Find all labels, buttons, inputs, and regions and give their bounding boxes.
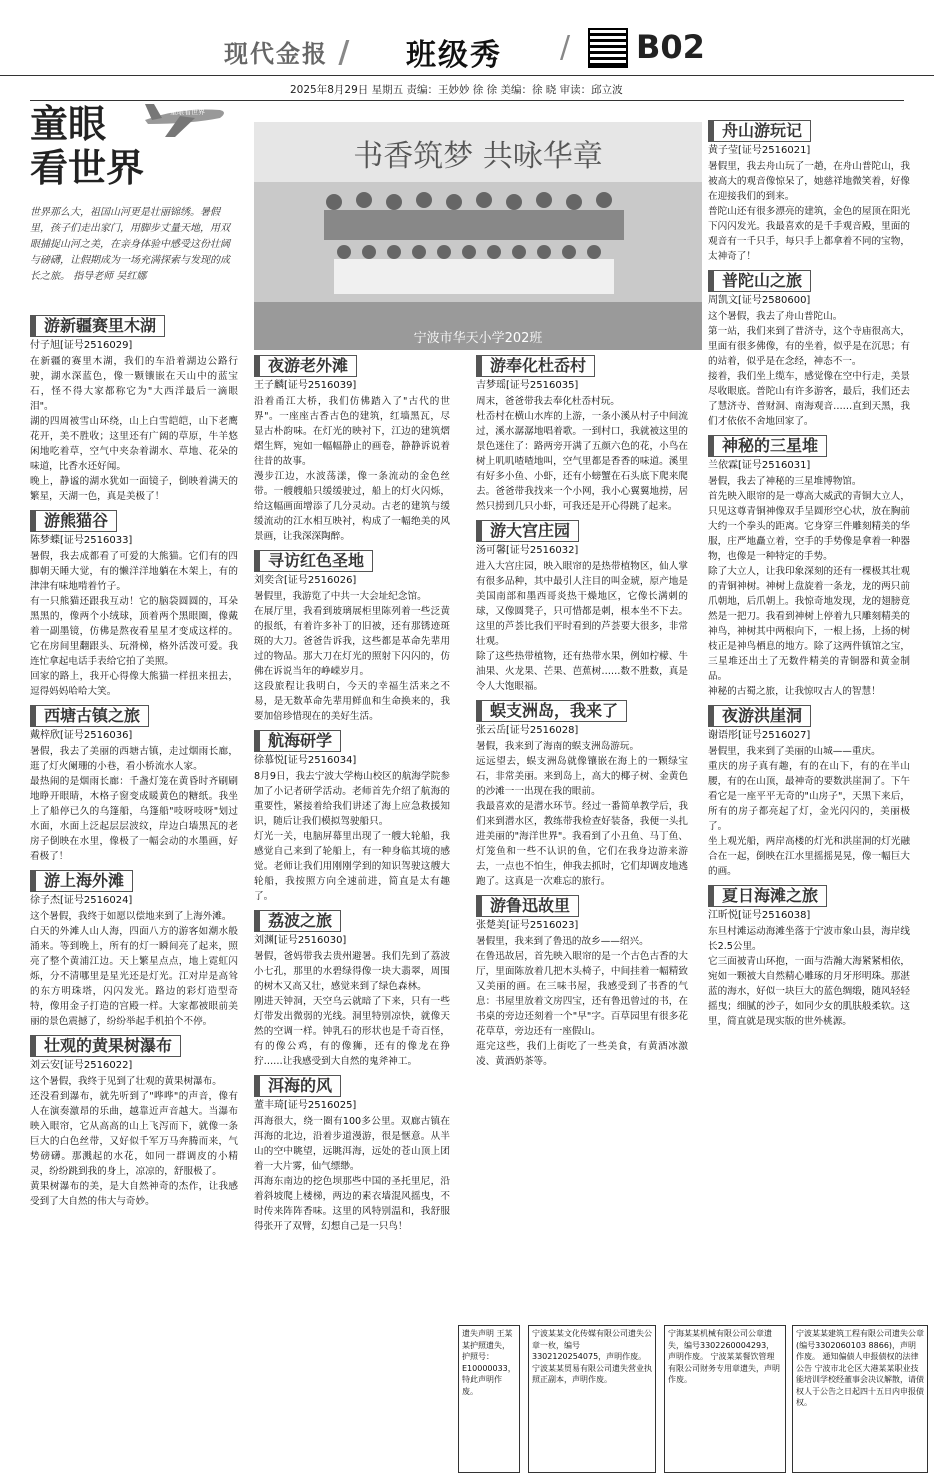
article-title: 西塘古镇之旅 <box>30 705 149 727</box>
article-byline: 刘云安[证号2516022] <box>30 1060 133 1071</box>
masthead-slash: / <box>560 30 571 65</box>
dateline: 2025年8月29日 星期五 责编：王妙妙 徐 徐 美编：徐 晓 审读：邱立波 <box>290 84 623 96</box>
article-byline: 张云岳[证号2516028] <box>476 725 579 736</box>
page-number: B02 <box>636 28 705 66</box>
article-byline: 黄子莹[证号2516021] <box>708 145 811 156</box>
article-title: 游大宫庄园 <box>476 520 579 542</box>
article-title: 夏日海滩之旅 <box>708 885 827 907</box>
article-title: 游奉化杜岙村 <box>476 355 595 377</box>
column-3 <box>476 355 688 1315</box>
article-byline: 兰依霖[证号2516031] <box>708 460 811 471</box>
article-body: 暑假，爸妈带我去贵州避暑。我们先到了荔波小七孔，那里的水碧绿得像一块大翡翠，周围的树木又高又壮，感觉来到了绿色森林。 刚进天钟洞，天空乌云就暗了下来，只有一些灯带发出微弱的光线。洞里特别凉快，就像天然的空调一样。钟乳石的形状也是千奇百怪，有的像公鸡，有的像狮，还有的像龙在狰狞……让我感受到大自然的鬼斧神工。 <box>254 951 450 1067</box>
article <box>476 355 688 514</box>
photo-banner: 书香筑梦 共咏华章 <box>353 139 603 174</box>
corner-title: 童眼 看世界 <box>30 101 145 190</box>
article-body: 这个暑假，我去了舟山普陀山。 第一站，我们来到了普济寺，这个寺庙很高大，里面有很多佛像，有的坐着，似乎是在沉思；有的站着，似乎是在念经，神态不一。 接着，我们坐上缆车，感觉像在空中行走，美景尽收眼底。普陀山有许多游客，最后，我们还去了慧济寺、普财洞、南海观音……直到天黑，我们才依依不舍地回家了。 <box>708 311 910 427</box>
article-title: 蜈支洲岛，我来了 <box>476 700 627 722</box>
article <box>30 870 238 1029</box>
section-title: 班级秀 <box>406 38 502 73</box>
article-body: 暑假，我来到了海南的蜈支洲岛游玩。 远远望去，蜈支洲岛就像镶嵌在海上的一颗绿宝石，非常美丽。来到岛上，高大的椰子树、金黄色的沙滩一一出现在我的眼前。 我最喜欢的是潜水环节。经过一番简单教学后，我们来到潜水区，教练带我检查好装备，我便一头扎进美丽的"海洋世界"。我看到了小丑鱼、马丁鱼、灯笼鱼和一些不认识的鱼，它们在我身边游来游去，一点也不怕生，伸我去抓时，它们却调皮地逃跑了。这真是一次难忘的旅行。 <box>476 741 688 887</box>
intro-text: 世界那么大，祖国山河更是壮丽锦绣。暑假里，孩子们走出家门，用脚步丈量天地，用双眼捕捉山河之美，在亲身体验中感受这份壮阔与磅礴，让假期成为一场充满探索与发现的成长之旅。 指导老师 吴红娜 <box>30 207 230 282</box>
article <box>708 885 910 1029</box>
article-byline: 戴梓欣[证号2516036] <box>30 730 133 741</box>
class-photo <box>254 122 702 350</box>
article <box>30 315 238 504</box>
article-title: 荔波之旅 <box>254 910 341 932</box>
article-title: 游熊猫谷 <box>30 510 117 532</box>
article <box>254 550 450 724</box>
article-body: 东旦村滩运动海滩坐落于宁波市象山县，海岸线长2.5公里。 它三面被青山环抱，一面与浩瀚大海紧紧相依，宛如一颗被大自然精心雕琢的月牙形明珠。那湛蓝的海水，好似一块巨大的蓝色绸缎，随风轻轻摇曳；细腻的沙子，如同少女的肌肤般柔软。这里，简直就是现实版的世外桃源。 <box>708 926 910 1027</box>
article-body: 暑假里，我来到了美丽的山城——重庆。 重庆的房子真有趣，有的在山下，有的在半山腰，有的在山顶，最神奇的要数洪崖洞了。下午看它是一座平平无奇的"山房子"，天黑下来后，所有的房子都亮起了灯，金光闪闪的，美丽极了。 坐上观光船，两岸高楼的灯光和洪崖洞的灯光融合在一起，倒映在江水里摇摇晃晃，像一幅巨大的画。 <box>708 746 910 877</box>
article-byline: 徐子杰[证号2516024] <box>30 895 133 906</box>
article-byline: 吉梦瑶[证号2516035] <box>476 380 579 391</box>
article-body: 暑假，我去成都看了可爱的大熊猫。它们有的四脚朝天睡大觉，有的懒洋洋地躺在木架上，有的津津有味地啃着竹子。 有一只熊猫还跟我互动！它的脑袋圆圆的，耳朵黑黑的，像两个小绒球，顶着两个黑眼圈，像戴着一副墨镜，仿佛是熬夜看星星才变成这样的。它在房间里翻跟头、玩滑梯，格外活泼可爱。我连忙拿起电话手表给它拍了美照。 回家的路上，我开心得像大熊猫一样扭来扭去，逗得妈妈哈哈大笑。 <box>30 551 238 697</box>
article-byline: 徐慕悦[证号2516034] <box>254 755 357 766</box>
ad-box: 宁波某某文化传媒有限公司遗失公章一枚，编号3302120254075，声明作废。 宁波某某贸易有限公司遗失营业执照正副本，声明作废。 <box>528 1325 656 1473</box>
article-byline: 江昕悦[证号2516038] <box>708 910 811 921</box>
plane-text: 童眼看世界 <box>170 108 205 116</box>
article-title: 游上海外滩 <box>30 870 133 892</box>
teacher-credit: 指导老师 吴红娜 <box>73 271 147 282</box>
article-body: 暑假里，我来到了鲁迅的故乡——绍兴。 在鲁迅故居，首先映入眼帘的是一个古色古香的大厅，里面陈放着几把木头椅子，中间挂着一幅精致又美丽的画。在三味书屋，我感受到了书香的气息：书屋里放着文房四宝，还有鲁迅曾过的书，在书桌的旁边还刻着一个"早"字。百草园里有很多花花草草，旁边还有一座假山。 逛完这些，我们上街吃了一些美食，有黄酒冰激凌、黄酒奶茶等。 <box>476 936 688 1067</box>
article-byline: 谢语彤[证号2516027] <box>708 730 811 741</box>
article-body: 这个暑假，我终于如愿以偿地来到了上海外滩。 白天的外滩人山人海，四面八方的游客如潮水般涌来。等到晚上，所有的灯一瞬间亮了起来，照亮了整个黄浦江边。天上繁星点点，地上霓虹闪烁，分不清哪里是星光还是灯光。江对岸是高耸的东方明珠塔，闪闪发光。路边的彩灯造型奇特，像用金子打造的宫殿一样。大家都被眼前美丽的景色震撼了，纷纷举起手机拍个不停。 <box>30 911 238 1027</box>
photo-image <box>254 122 702 350</box>
photo-caption: 宁波市华天小学202班 <box>413 331 543 346</box>
qr-code-icon <box>588 28 628 68</box>
article-body: 洱海很大，绕一圈有100多公里。双廊古镇在洱海的北边，沿着步道漫游，很是惬意。从半山的空中眺望，远眺洱海，远处的苍山顶上团着一大片雾，仙气缥缈。 洱海东南边的挖色坝那些中国的圣托里尼，沿着斜坡爬上楼梯，两边的素衣墙混风摇曳，不时传来阵阵香味。这里的风特别温和，我舒服得张开了双臂，幻想自己是一只鸟！ <box>254 1116 450 1232</box>
article-body: 周末，爸爸带我去奉化杜岙村玩。 杜岙村在横山水库的上游，一条小溪从村子中间流过，溪水潺潺地唱着歌。一到村口，我就被这里的景色迷住了：路两旁开满了五颜六色的花，小鸟在树上叽叽喳喳地叫，空气里都是香香的味道。溪里有好多小鱼、小虾，还有小螃蟹在石头底下爬来爬去。爸爸带我找来一个小网，我小心翼翼地捞，居然只捞到几只小虾，可我还是开心得跳了起来。 <box>476 396 688 512</box>
column-1 <box>30 315 238 1475</box>
article <box>254 355 450 544</box>
article-body: 暑假，我去了美丽的西塘古镇，走过烟雨长廊，逛了灯火阑珊的小巷，看小桥流水人家。 最热闹的是烟雨长廊：千盏灯笼在黄昏时齐刷刷地睁开眼睛，木格子窗变成暖黄色的糖纸。我坐上了船停已久的乌篷船，乌篷船"吱呀吱呀"划过水面，水面上泛起层层波纹，岸边白墙黑瓦的老房子倒映在水里，像极了一幅会动的水墨画，好看极了！ <box>30 746 238 862</box>
article-body: 这个暑假，我终于见到了壮观的黄果树瀑布。 还没看到瀑布，就先听到了"哗哗"的声音，像有人在演奏激昂的乐曲，越靠近声音越大。当瀑布映入眼帘，它从高高的山上飞泻而下，就像一条巨大的白色丝带，又好似千军万马奔腾而来，气势磅礴。那溅起的水花，如同一群调皮的小精灵，纷纷跳到我的身上，凉凉的，舒服极了。 黄果树瀑布的美，是大自然神奇的杰作，让我感受到了大自然的伟大与奇妙。 <box>30 1076 238 1207</box>
ad-box: 遗失声明 王某某护照遗失，护照号：E10000033，特此声明作废。 <box>458 1325 520 1473</box>
article-title: 舟山游玩记 <box>708 120 811 142</box>
article-byline: 张楚美[证号2516023] <box>476 920 579 931</box>
article-body: 沿着甬江大桥，我们仿佛踏入了"古代的世界"。一座座古香古色的建筑，红墙黑瓦，尽显古朴韵味。在灯光的映衬下，江边的建筑熠熠生辉，宛如一幅幅静止的画卷，静静诉说着往昔的故事。 漫步江边，水波荡漾，像一条流动的金色丝带。一艘艘船只缓缓驶过，船上的灯火闪烁，给这幅画面增添了几分灵动。古老的建筑与缓缓流动的江水相互映衬，构成了一幅绝美的风景画，让我深深陶醉。 <box>254 396 450 542</box>
article-byline: 周凯文[证号2580600] <box>708 295 811 306</box>
article-title: 壮观的黄果树瀑布 <box>30 1035 181 1057</box>
article <box>708 120 910 264</box>
ad-box: 宁海某某机械有限公司公章遗失，编号3302260004293，声明作废。 宁波某某餐饮管理有限公司财务专用章遗失，声明作废。 <box>664 1325 786 1473</box>
article <box>708 270 910 429</box>
article-body: 暑假里，我去舟山玩了一趟，在舟山普陀山，我被高大的观音像惊呆了，她慈祥地微笑着，好像在迎接我们的到来。 普陀山还有很多漂亮的建筑，金色的屋顶在阳光下闪闪发光。我最喜欢的是千手观音殿，里面的观音有一千只手，每只手上都拿着不同的宝物，太神奇了！ <box>708 161 910 262</box>
article-body: 暑假里，我游览了中共一大会址纪念馆。 在展厅里，我看到玻璃展柜里陈列着一些泛黄的报纸，有着许多补丁的旧被，还有那锈迹斑斑的大刀。爸爸告诉我，这些都是革命先辈用过的物品。那大刀在灯光的照射下闪闪的，仿佛在诉说当年的峥嵘岁月。 这段旅程让我明白，今天的幸福生活来之不易，是无数革命先辈用鲜血和生命换来的，我要加倍珍惜现在的美好生活。 <box>254 591 450 722</box>
article-title: 夜游洪崖洞 <box>708 705 811 727</box>
article-title: 游新疆赛里木湖 <box>30 315 165 337</box>
article <box>476 520 688 694</box>
article-byline: 汤可馨[证号2516032] <box>476 545 579 556</box>
article <box>476 700 688 889</box>
article <box>30 1035 238 1209</box>
article <box>30 510 238 699</box>
paper-name: 现代金报 / <box>224 35 352 70</box>
article-title: 航海研学 <box>254 730 341 752</box>
airplane-icon <box>140 92 230 142</box>
article-byline: 刘奕含[证号2516026] <box>254 575 357 586</box>
article-title: 游鲁迅故里 <box>476 895 579 917</box>
article <box>254 1075 450 1234</box>
article-title: 寻访红色圣地 <box>254 550 373 572</box>
column-2 <box>254 355 450 1475</box>
header-rule <box>0 75 934 76</box>
article-body: 在新疆的赛里木湖，我们的车沿着湖边公路行驶，湖水深蓝色，像一颗镶嵌在天山中的蓝宝石，怪不得大家都称它为"大西洋最后一滴眼泪"。 湖的四周被雪山环绕，山上白雪皑皑，山下老鹰花开，美不胜收；这里还有广阔的草原，牛羊悠闲地吃着草，空气中夹杂着湖水、草地、花朵的味道，比香水还好闻。 晚上，静谧的湖水犹如一面镜子，倒映着满天的繁星，天湖一色，真是美极了！ <box>30 356 238 502</box>
ads-section <box>458 1325 928 1475</box>
article-body: 暑假，我去了神秘的三星堆博物馆。 首先映入眼帘的是一尊高大威武的青铜大立人，只见这尊青铜神像双手呈圆形空心状，放在胸前大约一个拳头的距离。它身穿三件雕刻精美的华服，庄严地矗立着，空手的手势像是拿着一种器物，也像是一种特定的手势。 除了大立人，让我印象深刻的还有一棵极其壮观的青铜神树。神树上盘旋着一条龙，龙的两只前爪朝地，后爪朝上。我惊奇地发现，龙的翅膀竟然是一把刀。我看到神树上停着九只雕刻精美的神鸟，神树其中两根向下，一根上扬，上扬的树枝正是神鸟栖息的地方。除了这两件镇馆之宝，三星堆还出土了无数件精美的青铜器和黄金制品。 神秘的古蜀之旅，让我惊叹古人的智慧！ <box>708 476 910 697</box>
article <box>254 910 450 1069</box>
article <box>476 895 688 1069</box>
article-byline: 陈梦蝶[证号2516033] <box>30 535 133 546</box>
article-title: 夜游老外滩 <box>254 355 357 377</box>
article-title: 神秘的三星堆 <box>708 435 827 457</box>
article <box>30 705 238 864</box>
article-title: 洱海的风 <box>254 1075 341 1097</box>
ad-box: 宁波某某建筑工程有限公司遗失公章(编号3302060103 8866)，声明作废。 通知偏债人申报债权的法律公告 宁波市北仑区大港某某职业技能培训学校经董事会决议解散，请债权人于公告之日起四十五日内申报债权。 <box>792 1325 928 1473</box>
article-byline: 董丰琦[证号2516025] <box>254 1100 357 1111</box>
article <box>254 730 450 904</box>
article-title: 普陀山之旅 <box>708 270 811 292</box>
article <box>708 705 910 879</box>
article-body: 8月9日，我去宁波大学梅山校区的航海学院参加了小记者研学活动。老师首先介绍了航海的重要性，紧接着给我们讲述了海上应急救援知识，随后让我们模拟驾驶船只。 灯光一关，电脑屏幕里出现了一艘大轮船，我感觉自己来到了轮船上，有一种身临其境的感觉。老师让我们用刚刚学到的知识驾驶这艘大轮船，我按照方向全速前进，简直是太有趣了。 <box>254 771 450 902</box>
column-4 <box>708 120 910 1315</box>
article-byline: 王子麟[证号2516039] <box>254 380 357 391</box>
article <box>708 435 910 699</box>
article-body: 进入大宫庄园，映入眼帘的是热带植物区，仙人掌有很多品种，其中最引人注目的叫金琥，原产地是美国南部和墨西哥炎热干燥地区，它像长满刺的球，又像圆凳子，只可惜都是刺，根本坐不下去。这里的芦荟比我们平时看到的芦荟要大很多，非常壮观。 除了这些热带植物，还有热带水果，例如柠檬、牛油果、火龙果、芒果、芭蕉树……数不胜数，真是令人大饱眼福。 <box>476 561 688 692</box>
article-byline: 刘渊[证号2516030] <box>254 935 347 946</box>
article-byline: 付子旭[证号2516029] <box>30 340 133 351</box>
